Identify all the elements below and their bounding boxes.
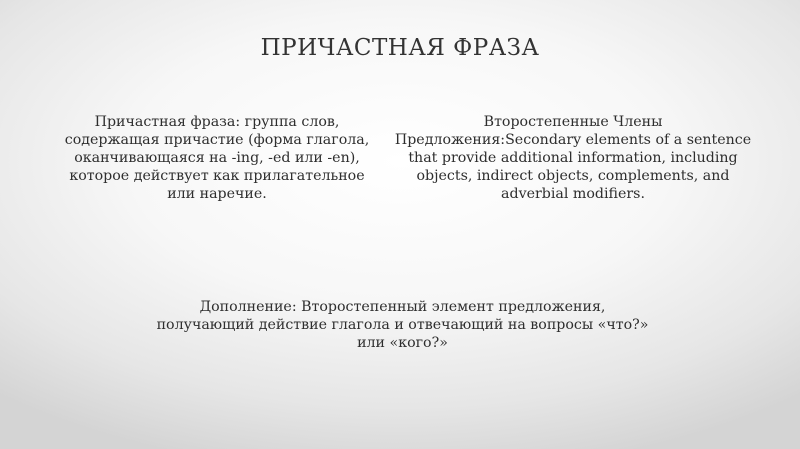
object-definition: Дополнение: Второстепенный элемент предложения, получающий действие глагола и отвечающий на вопросы «что?» или «кого?» [156, 299, 649, 351]
slide-title: ПРИЧАСТНАЯ ФРАЗА [260, 35, 540, 61]
secondary-elements-definition: Второстепенные Члены Предложения:Secondary elements of a sentence that provide additional information, including objects, indirect objects, complements, and adverbial modifiers. [394, 114, 752, 202]
participle-phrase-definition: Причастная фраза: группа слов, содержащая причастие (форма глагола, оканчивающаяся на -ing, -ed или -en), которое действует как прилагательное или наречие. [64, 114, 370, 202]
